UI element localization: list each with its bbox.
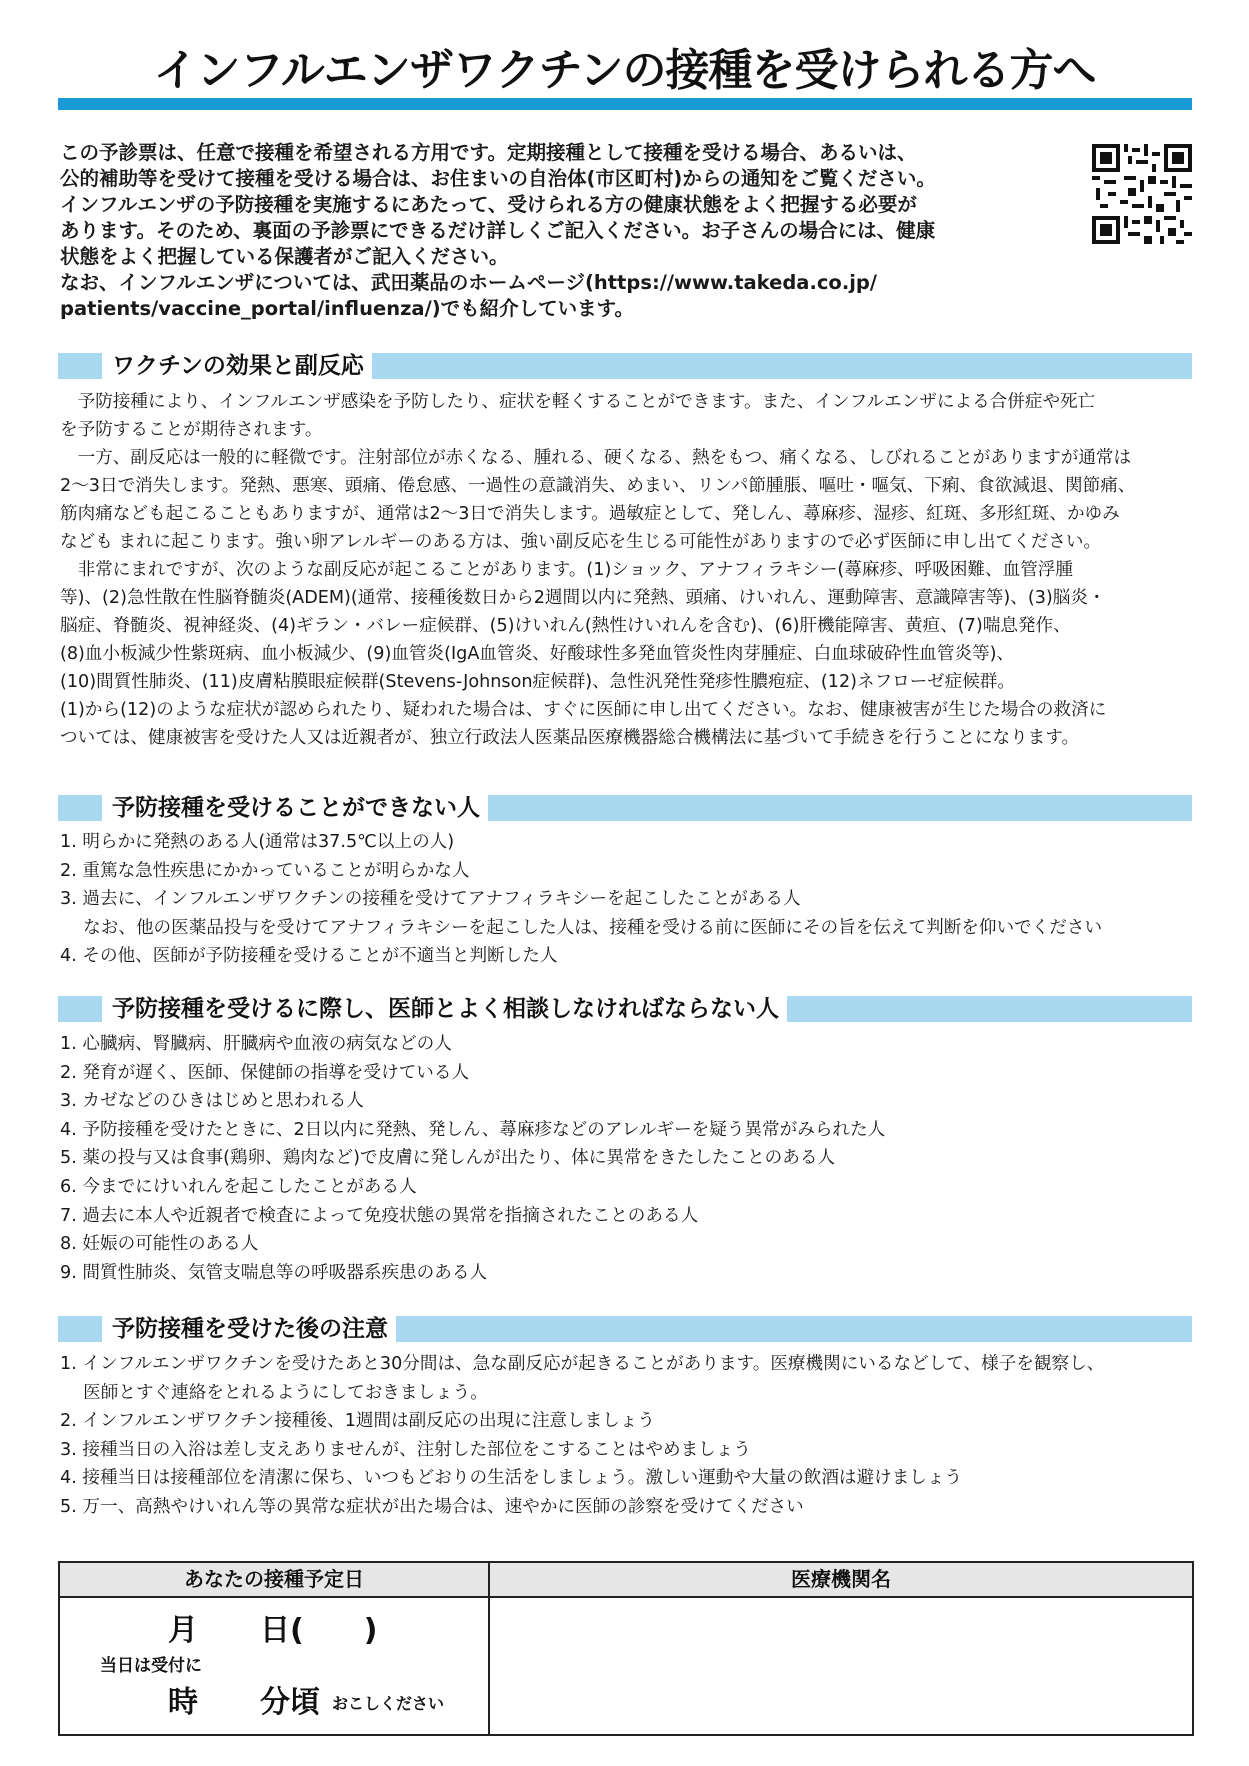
- after-list: [60, 1350, 1194, 1522]
- list-item: 5. 薬の投与又は食事(鶏卵、鶏肉など)で皮膚に発しんが出たり、体に異常をきたしたことのある人: [60, 1148, 836, 1169]
- list-item: 6. 今までにけいれんを起こしたことがある人: [60, 1176, 417, 1197]
- list-item: 7. 過去に本人や近親者で検査によって免疫状態の異常を指摘されたことのある人: [60, 1205, 699, 1226]
- hour-field[interactable]: 時: [168, 1685, 198, 1720]
- paragraph-line: 非常にまれですが、次のような副反応が起こることがあります。(1)ショック、アナフィラキシー(蕁麻疹、呼吸困難、血管浮腫: [60, 560, 1073, 580]
- list-item: 3. カゼなどのひきはじめと思われる人: [60, 1091, 364, 1112]
- clinic-name-field[interactable]: [492, 1598, 1190, 1732]
- list-item: 1. 明らかに発熱のある人(通常は37.5℃以上の人): [60, 832, 455, 852]
- paragraph-line: (10)間質性肺炎、(11)皮膚粘膜眼症候群(Stevens-Johnson症候群)、急性汎発性発疹性膿疱症、(12)ネフローゼ症候群。: [60, 672, 1015, 692]
- intro-text: [60, 140, 1070, 322]
- intro-line: 公的補助等を受けて接種を受ける場合は、お住まいの自治体(市区町村)からの通知をご覧ください。: [60, 167, 936, 190]
- clinic-header: 医療機関名: [791, 1567, 891, 1591]
- list-item: 1. 心臓病、腎臓病、肝臓病や血液の病気などの人: [60, 1034, 452, 1054]
- list-item: 4. 予防接種を受けたときに、2日以内に発熱、発しん、蕁麻疹などのアレルギーを疑う異常がみられた人: [60, 1119, 886, 1140]
- list-item: 9. 間質性肺炎、気管支喘息等の呼吸器系疾患のある人: [60, 1262, 488, 1283]
- section-heading-after: [58, 1316, 1192, 1342]
- please-come-note: おこしください: [332, 1694, 445, 1713]
- paragraph-line: 2〜3日で消失します。発熱、悪寒、頭痛、倦怠感、一過性の意識消失、めまい、リンパ節腫脹、嘔吐・嘔気、下痢、食欲減退、関節痛、: [60, 476, 1136, 496]
- title-rule: [58, 98, 1192, 110]
- heading-band: [58, 353, 102, 379]
- section-heading-cannot: [58, 795, 1192, 821]
- list-item: 4. 接種当日は接種部位を清潔に保ち、いつもどおりの生活をしましょう。激しい運動や大量の飲酒は避けましょう: [60, 1468, 963, 1489]
- paragraph-line: (1)から(12)のような症状が認められたり、疑われた場合は、すぐに医師に申し出てください。なお、健康被害が生じた場合の救済に: [60, 700, 1107, 720]
- intro-line: 状態をよく把握している保護者がご記入ください。: [60, 245, 509, 268]
- paragraph-line: 一方、副反応は一般的に軽微です。注射部位が赤くなる、腫れる、硬くなる、熱をもつ、痛くなる、しびれることがありますが通常は: [60, 448, 1132, 468]
- paragraph-line: 脳症、脊髄炎、視神経炎、(4)ギラン・バレー症候群、(5)けいれん(熱性けいれんを含む)、(6)肝機能障害、黄疸、(7)喘息発作、: [60, 616, 1071, 636]
- list-item: 4. その他、医師が予防接種を受けることが不適当と判断した人: [60, 946, 558, 967]
- date-header: あなたの接種予定日: [184, 1567, 364, 1591]
- paragraph-line: なども まれに起こります。強い卵アレルギーのある方は、強い副反応を生じる可能性がありますので必ず医師に申し出てください。: [60, 532, 1102, 552]
- day-field[interactable]: 日( ): [260, 1613, 378, 1648]
- list-item: 2. 発育が遅く、医師、保健師の指導を受けている人: [60, 1062, 470, 1083]
- paragraph-line: 等)、(2)急性散在性脳脊髄炎(ADEM)(通常、接種後数日から2週間以内に発熱、頭痛、けいれん、運動障害、意識障害等)、(3)脳炎・: [60, 588, 1106, 608]
- heading-band: [58, 795, 102, 821]
- reception-note: 当日は受付に: [100, 1656, 202, 1676]
- consult-list: [60, 1030, 1194, 1287]
- section-heading-effects: [58, 353, 1192, 379]
- paragraph-line: 予防接種により、インフルエンザ感染を予防したり、症状を軽くすることができます。また、インフルエンザによる合併症や死亡: [60, 392, 1096, 412]
- section-title: 予防接種を受けるに際し、医師とよく相談しなければならない人: [102, 995, 787, 1023]
- cannot-list: [60, 828, 1194, 971]
- list-item: 2. 重篤な急性疾患にかかっていることが明らかな人: [60, 860, 470, 881]
- section-title: 予防接種を受けた後の注意: [102, 1315, 396, 1343]
- paragraph-line: 筋肉痛なども起こることもありますが、通常は2〜3日で消失します。過敏症として、発しん、蕁麻疹、湿疹、紅斑、多形紅斑、かゆみ: [60, 504, 1120, 524]
- effects-text: [60, 388, 1194, 752]
- list-item: 1. インフルエンザワクチンを受けたあと30分間は、急な副反応が起きることがあります。医療機関にいるなどして、様子を観察し、: [60, 1354, 1105, 1374]
- heading-band: [58, 1316, 102, 1342]
- intro-line: なお、インフルエンザについては、武田薬品のホームページ(https://www.takeda.co.jp/: [60, 271, 877, 294]
- paragraph-line: (8)血小板減少性紫斑病、血小板減少、(9)血管炎(IgA血管炎、好酸球性多発血管炎性肉芽腫症、白血球破砕性血管炎等)、: [60, 644, 1015, 664]
- list-item: 3. 接種当日の入浴は差し支えありませんが、注射した部位をこすることはやめましょう: [60, 1439, 751, 1460]
- list-item: 3. 過去に、インフルエンザワクチンの接種を受けてアナフィラキシーを起こしたことがある人: [60, 889, 801, 910]
- page-title: インフルエンザワクチンの接種を受けられる方へ: [153, 45, 1096, 96]
- list-item: 8. 妊娠の可能性のある人: [60, 1234, 259, 1255]
- list-item: 医師とすぐ連絡をとれるようにしておきましょう。: [60, 1382, 488, 1403]
- minute-field[interactable]: 分頃: [260, 1685, 320, 1720]
- heading-band: [58, 996, 102, 1022]
- qr-code-icon: [1092, 144, 1192, 244]
- section-title: ワクチンの効果と副反応: [102, 352, 372, 380]
- list-item: 2. インフルエンザワクチン接種後、1週間は副反応の出現に注意しましょう: [60, 1411, 655, 1432]
- section-heading-consult: [58, 996, 1192, 1022]
- appointment-table: [58, 1561, 1194, 1736]
- intro-line: patients/vaccine_portal/influenza/)でも紹介しています。: [60, 297, 635, 320]
- intro-line: インフルエンザの予防接種を実施するにあたって、受けられる方の健康状態をよく把握する必要が: [60, 193, 917, 216]
- paragraph-line: ついては、健康被害を受けた人又は近親者が、独立行政法人医薬品医療機器総合機構法に基づいて手続きを行うことになります。: [60, 728, 1080, 748]
- list-item: なお、他の医薬品投与を受けてアナフィラキシーを起こした人は、接種を受ける前に医師にその旨を伝えて判断を仰いでください: [60, 917, 1103, 938]
- intro-line: この予診票は、任意で接種を希望される方用です。定期接種として接種を受ける場合、あるいは、: [60, 141, 917, 164]
- section-title: 予防接種を受けることができない人: [102, 794, 488, 822]
- month-field[interactable]: 月: [168, 1613, 198, 1648]
- paragraph-line: を予防することが期待されます。: [60, 420, 323, 440]
- list-item: 5. 万一、高熱やけいれん等の異常な症状が出た場合は、速やかに医師の診察を受けてください: [60, 1496, 804, 1517]
- intro-line: あります。そのため、裏面の予診票にできるだけ詳しくご記入ください。お子さんの場合には、健康: [60, 219, 936, 242]
